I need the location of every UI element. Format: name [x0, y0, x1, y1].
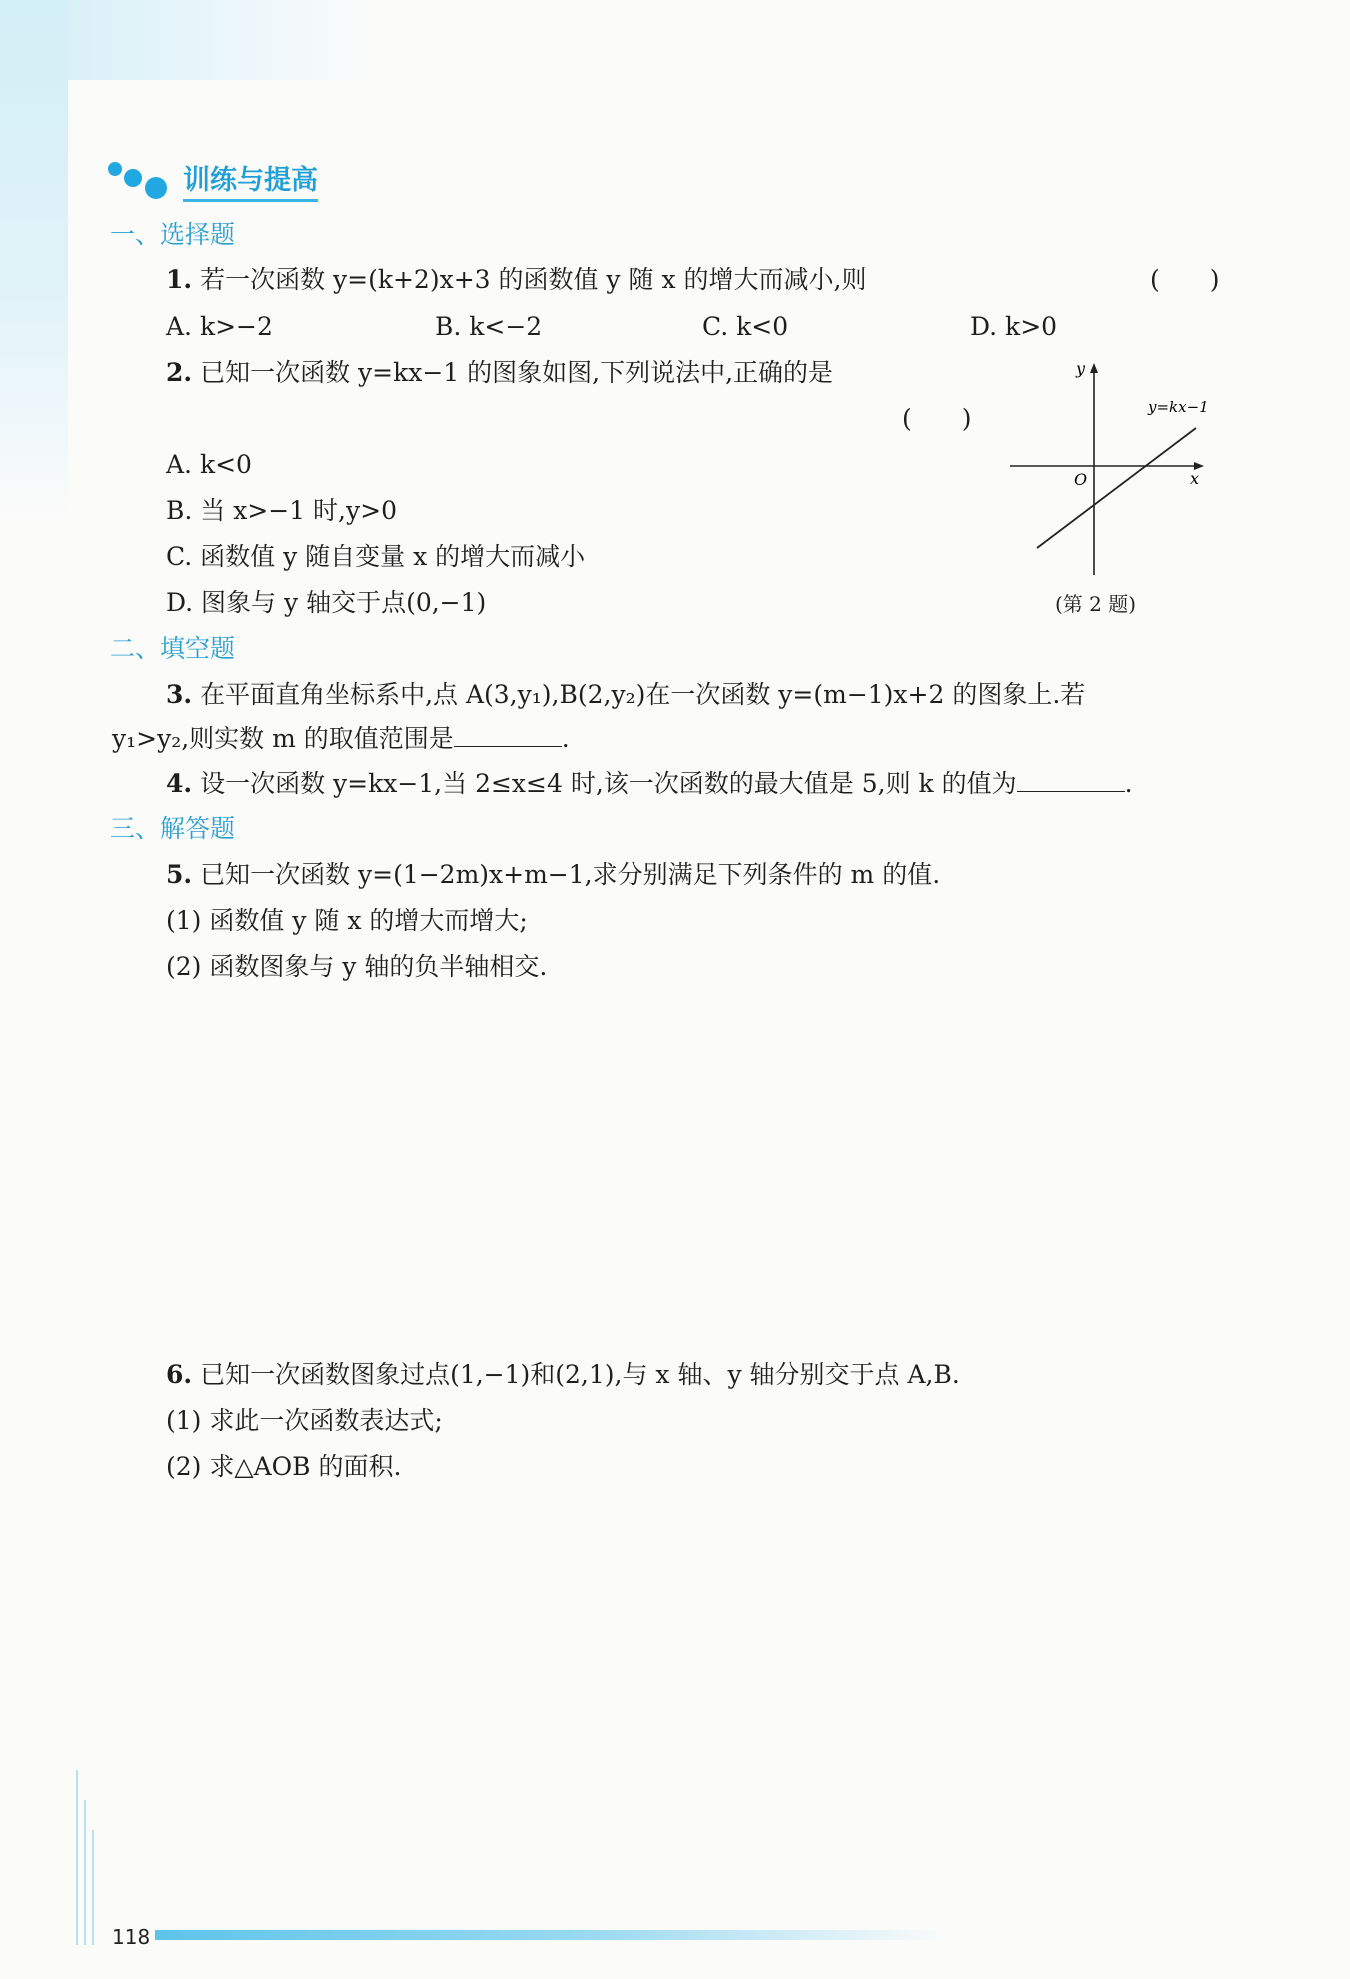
answer-blank-q3[interactable] [454, 722, 562, 747]
question-3 [166, 678, 1085, 712]
trailing-period: . [1124, 769, 1133, 798]
q6-sub-1: (1) 求此一次函数表达式; [166, 1406, 443, 1435]
option-a-q2: A. k<0 [166, 450, 252, 479]
question-number: 5. [166, 860, 193, 889]
trailing-period: . [561, 724, 570, 753]
origin-label: O [1074, 470, 1088, 489]
question-text: 设一次函数 y=kx−1,当 2≤x≤4 时,该一次函数的最大值是 5,则 k 的值为 [200, 769, 1017, 798]
question-5 [166, 858, 940, 892]
question-text-line2: y₁>y₂,则实数 m 的取值范围是 [112, 724, 454, 753]
line-label: y=kx−1 [1148, 398, 1209, 416]
q5-sub-2: (2) 函数图象与 y 轴的负半轴相交. [166, 952, 548, 981]
option-d-q2: D. 图象与 y 轴交于点(0,−1) [166, 588, 487, 617]
answer-paren-q1: ( ) [1150, 265, 1220, 294]
question-2 [166, 356, 833, 390]
question-number: 3. [166, 680, 193, 709]
option-a-q1: A. k>−2 [166, 312, 273, 341]
q5-sub-1: (1) 函数值 y 随 x 的增大而增大; [166, 906, 528, 935]
question-number: 4. [166, 769, 193, 798]
question-number: 6. [166, 1360, 193, 1389]
y-axis-label: y [1076, 359, 1086, 378]
question-3-line2 [112, 722, 570, 756]
page-number: 118 [112, 1925, 151, 1949]
section-heading-choice: 一、选择题 [110, 220, 236, 249]
graph-line [1037, 428, 1196, 548]
figure-caption: (第 2 题) [1055, 592, 1137, 616]
margin-line-1 [76, 1770, 78, 1945]
question-6 [166, 1358, 960, 1392]
y-axis-arrow [1090, 363, 1098, 373]
question-1 [166, 263, 866, 297]
section-heading-fill: 二、填空题 [110, 634, 236, 663]
question-text-line1: 在平面直角坐标系中,点 A(3,y₁),B(2,y₂)在一次函数 y=(m−1)x+2 的图象上.若 [200, 680, 1086, 709]
header-dot-1 [108, 162, 122, 176]
x-axis-label: x [1190, 469, 1200, 488]
answer-blank-q4[interactable] [1017, 767, 1125, 792]
option-d-q1: D. k>0 [970, 312, 1058, 341]
question-text: 已知一次函数 y=kx−1 的图象如图,下列说法中,正确的是 [200, 358, 834, 387]
option-c-q1: C. k<0 [702, 312, 789, 341]
corner-tint-left [0, 0, 68, 520]
header-dot-2 [124, 169, 142, 187]
page-title: 训练与提高 [183, 163, 318, 202]
q6-sub-2: (2) 求△AOB 的面积. [166, 1452, 402, 1481]
question-number: 1. [166, 265, 193, 294]
option-b-q1: B. k<−2 [435, 312, 543, 341]
answer-paren-q2: ( ) [902, 404, 972, 433]
footer-bar [155, 1930, 945, 1940]
q2-figure [1000, 355, 1230, 615]
option-b-q2: B. 当 x>−1 时,y>0 [166, 496, 397, 525]
option-c-q2: C. 函数值 y 随自变量 x 的增大而减小 [166, 542, 586, 571]
margin-line-3 [92, 1830, 94, 1945]
section-heading-answer: 三、解答题 [110, 814, 236, 843]
question-text: 若一次函数 y=(k+2)x+3 的函数值 y 随 x 的增大而减小,则 [200, 265, 867, 294]
header-dot-3 [145, 177, 167, 199]
margin-line-2 [84, 1800, 86, 1945]
question-text: 已知一次函数图象过点(1,−1)和(2,1),与 x 轴、y 轴分别交于点 A,B. [200, 1360, 960, 1389]
question-text: 已知一次函数 y=(1−2m)x+m−1,求分别满足下列条件的 m 的值. [200, 860, 941, 889]
question-number: 2. [166, 358, 193, 387]
question-4 [166, 767, 1133, 801]
